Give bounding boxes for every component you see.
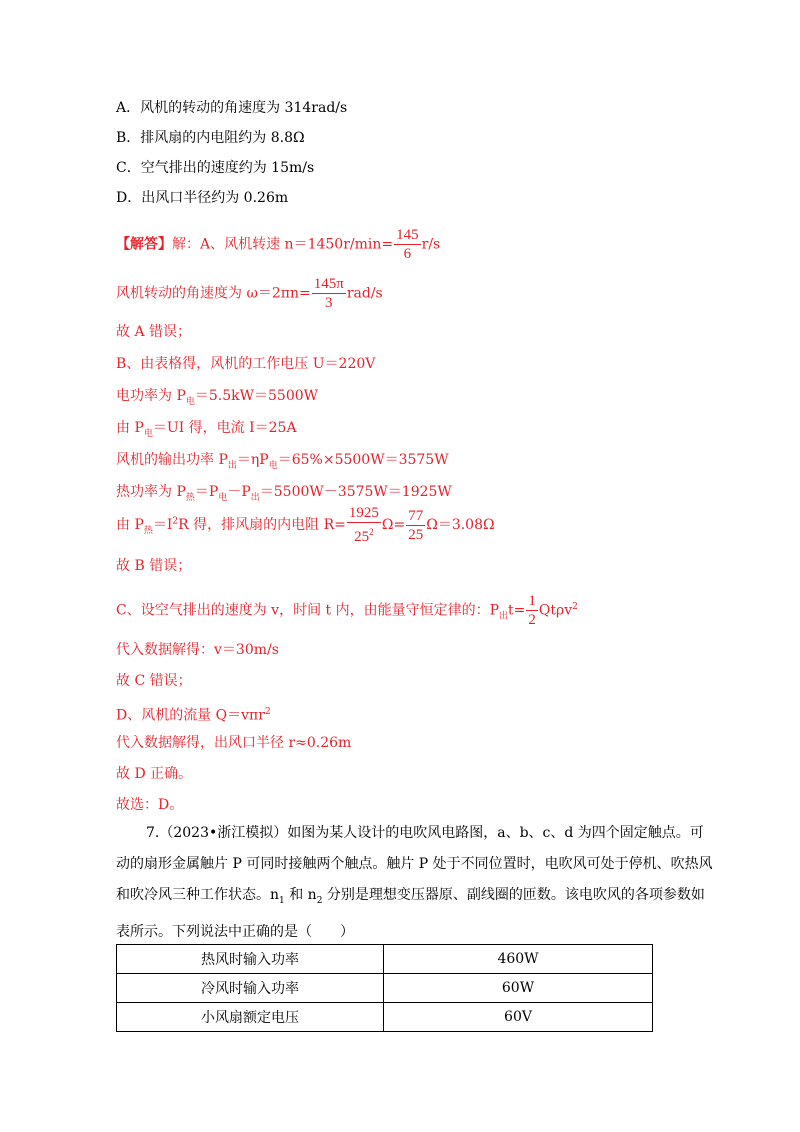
table-cell: 460W — [384, 945, 653, 974]
solution-line-6: 由 $P_电=UI$ 得，电流 I＝25A — [116, 420, 297, 439]
table-cell: 冷风时输入功率 — [117, 974, 384, 1003]
fraction: $\frac{77}{25}$ — [408, 507, 424, 543]
solution-line-17: 故选：D。 — [116, 797, 184, 813]
table-row — [117, 1003, 653, 1032]
solution-line-1: 【解答】解：A、风机转速 n＝1450r/min= $\frac{145}{6}$ r/s — [116, 227, 441, 262]
solution-line-4: B、由表格得，风机的工作电压 U＝220V — [116, 356, 376, 372]
fraction: $\frac{145\pi}{3}$ — [313, 276, 344, 311]
solution-line-10: 故 B 错误； — [116, 558, 192, 574]
option-a: A．风机的转动的角速度为 314rad/s — [116, 100, 348, 116]
table-cell: 小风扇额定电压 — [117, 1003, 384, 1032]
solution-line-8: 热功率为 $P_热=P_电-P_出=5500W-3575W=1925W$ — [116, 484, 452, 503]
solution-line-11: C、设空气排出的速度为 v，时间 t 内，由能量守恒定律的：$P_出t=$ $\frac{1}{2}$ Qtρv$^2$ — [116, 593, 578, 628]
fraction: $\frac{145}{6}$ — [396, 227, 419, 262]
option-d: D．出风口半径约为 0.26m — [116, 190, 289, 206]
option-c: C．空气排出的速度约为 15m/s — [116, 160, 315, 176]
solution-line-15: 代入数据解得，出风口半径 r≈0.26m — [116, 735, 352, 751]
solution-line-7: 风机的输出功率 $P_出=\eta P_电=65\%\times 5500W=3575W$ — [116, 452, 449, 471]
fraction: $\frac{1925}{25^2}$ — [348, 505, 379, 545]
solution-line-16: 故 D 正确。 — [116, 766, 193, 782]
question-number: 7. — [146, 825, 160, 841]
question-7: 7.（2023•浙江模拟）如图为某人设计的电吹风电路图，a、b、c、d 为四个固定触点。可动的扇形金属触片 P 可同时接触两个触点。触片 P 处于不同位置时，电吹风可处于停机、吹热风和吹冷风三种工作状态。$n_1$ 和 $n_2$ 分别是理想变压器原、副线圈的匝数。该电吹风的各项参数如表所示。下列说法中正确的是（ ） — [116, 825, 713, 940]
solution-line-2: 风机转动的角速度为 ω＝2πn= $\frac{145\pi}{3}$ rad/s — [116, 276, 383, 311]
table-cell: 60V — [384, 1003, 653, 1032]
table-cell: 热风时输入功率 — [117, 945, 384, 974]
solution-line-13: 故 C 错误； — [116, 673, 192, 689]
solution-line-14: D、风机的流量 Q＝vπr$^2$ — [116, 707, 271, 724]
solution-line-9: 由 $P_热=I^2R$ 得，排风扇的内电阻 R= $\frac{1925}{25^2}$ Ω= $\frac{77}{25}$ Ω＝3.08Ω — [116, 505, 495, 545]
table-row — [117, 974, 653, 1003]
option-b: B．排风扇的内电阻约为 8.8Ω — [116, 130, 305, 146]
solution-line-5: 电功率为 $P_电=5.5kW=5500W$ — [116, 388, 319, 407]
parameter-table — [116, 944, 653, 1032]
table-cell: 60W — [384, 974, 653, 1003]
solution-label: 【解答】 — [116, 236, 172, 253]
fraction: $\frac{1}{2}$ — [528, 593, 536, 628]
solution-line-12: 代入数据解得：v＝30m/s — [116, 642, 279, 658]
table-row — [117, 945, 653, 974]
solution-line-3: 故 A 错误； — [116, 324, 192, 340]
